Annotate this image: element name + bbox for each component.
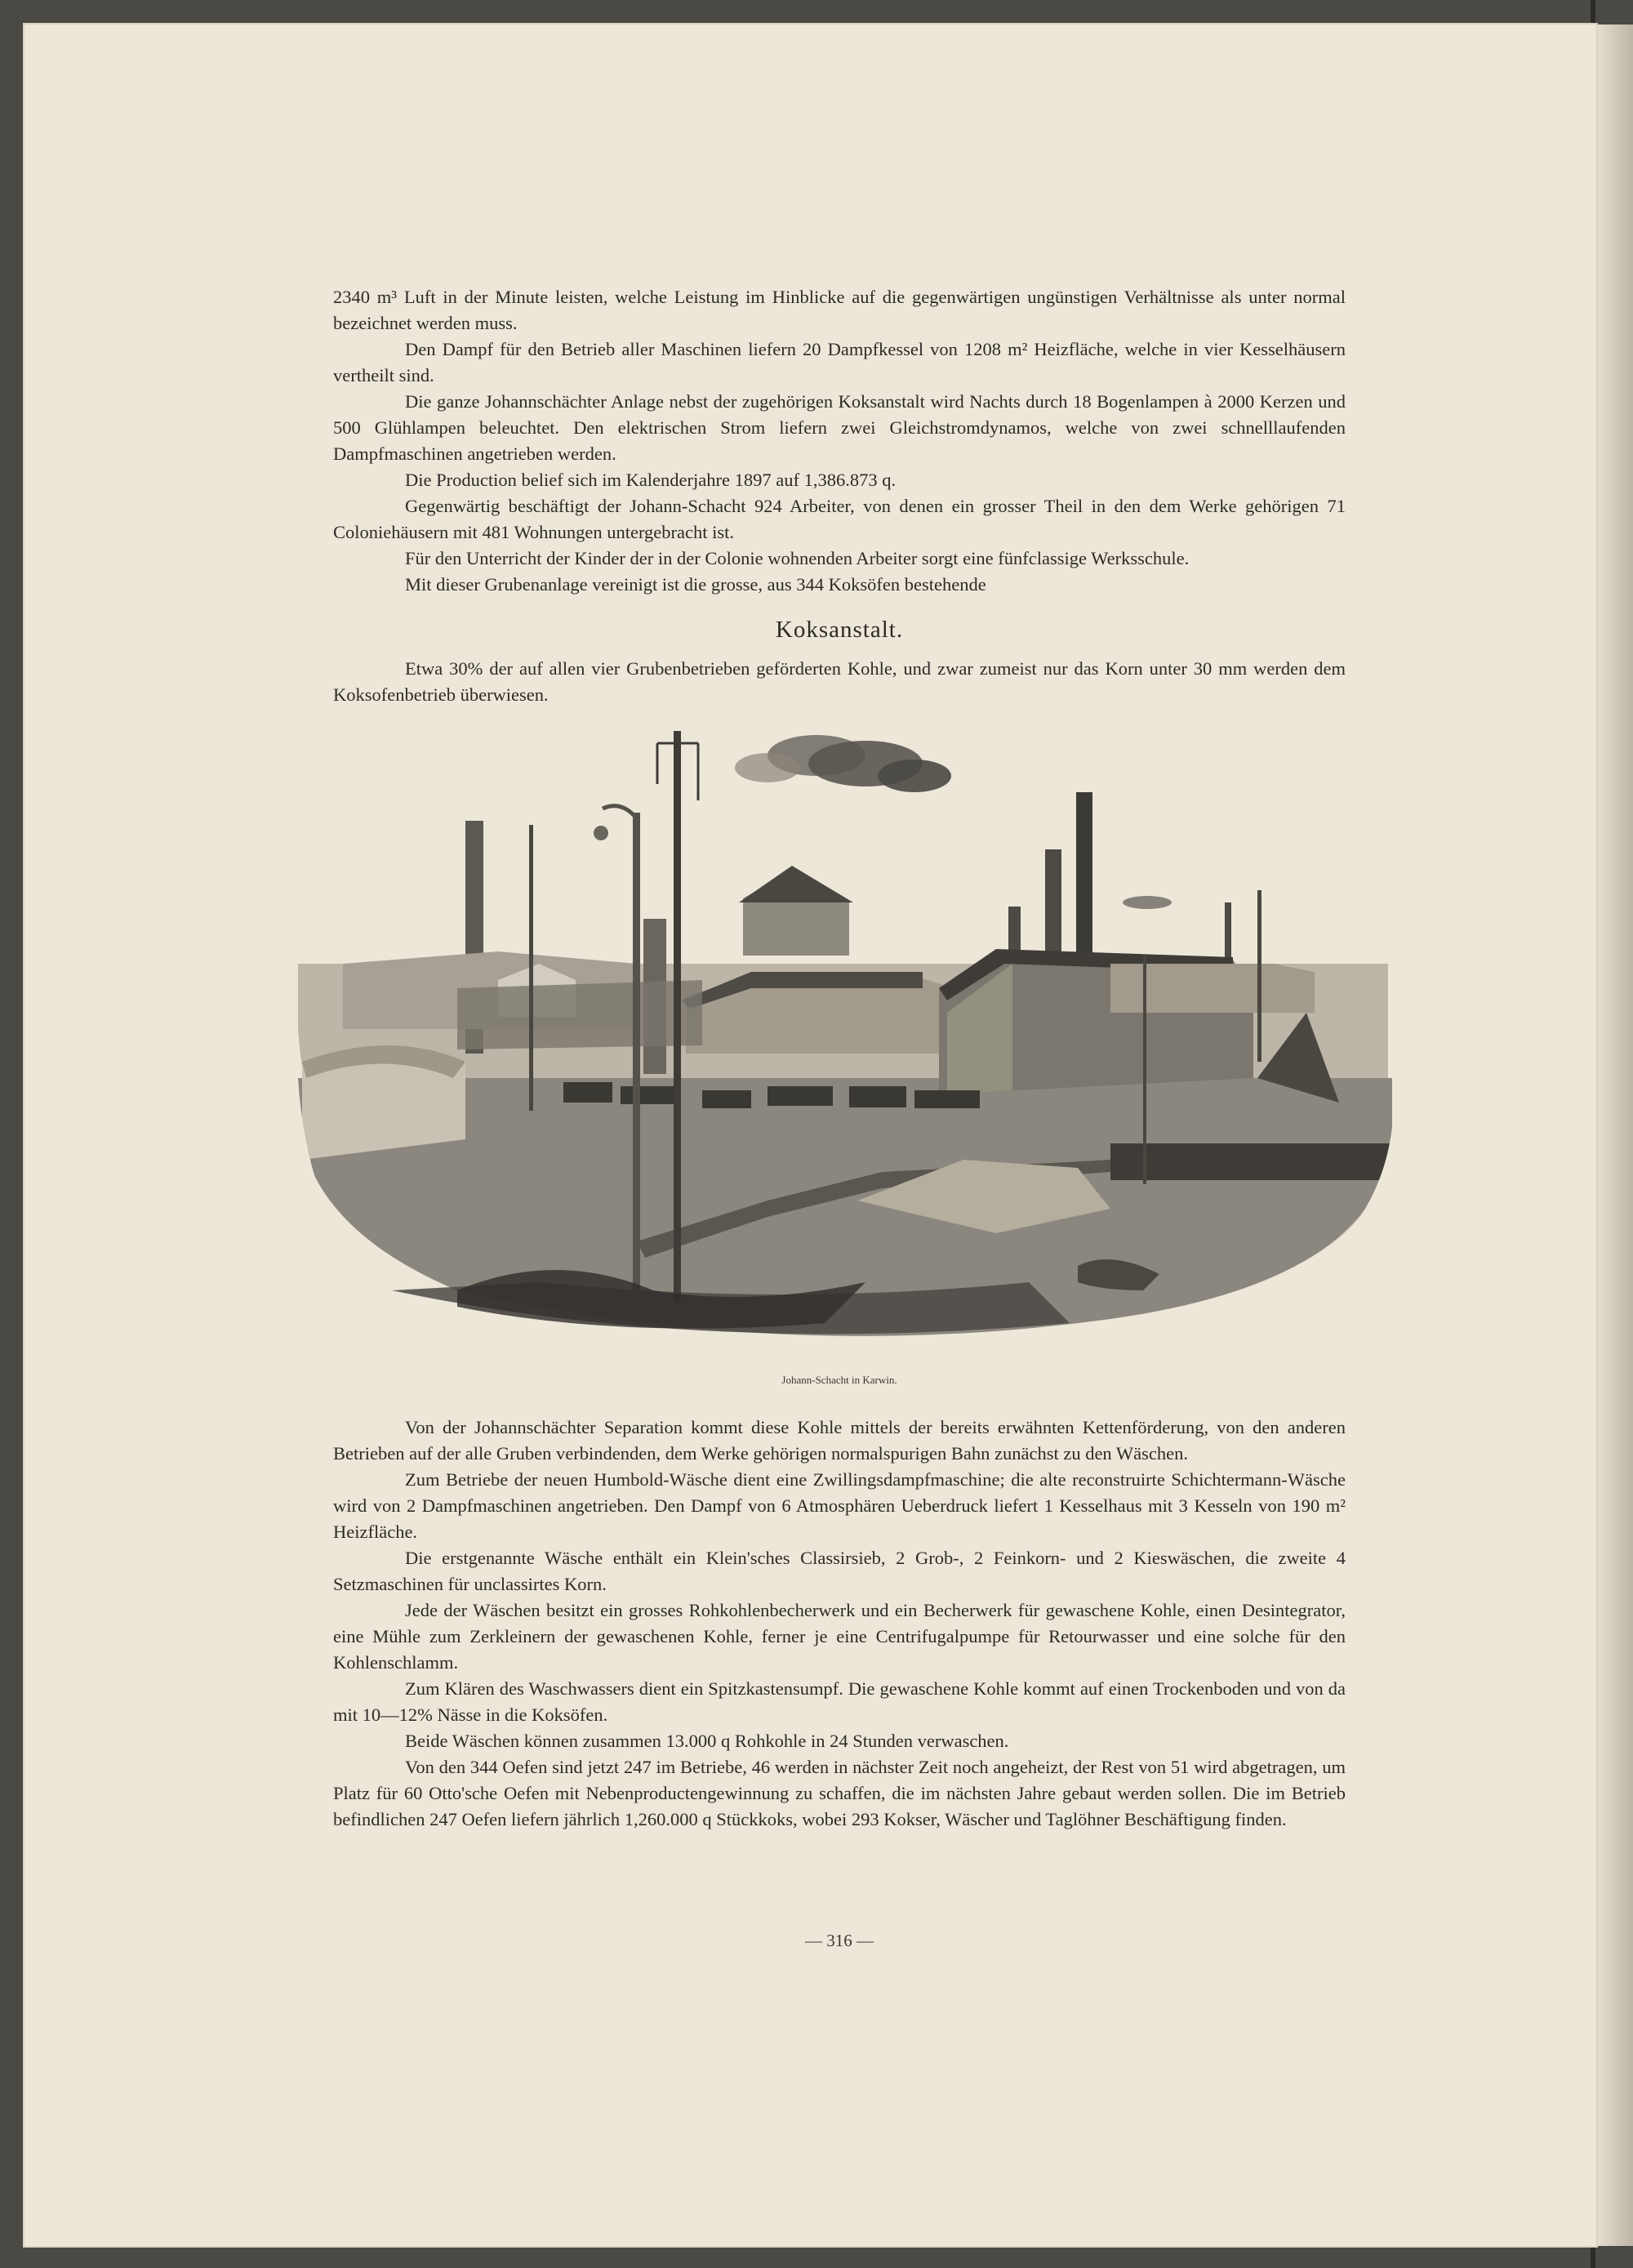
paragraph-7: Mit dieser Grubenanlage vereinigt ist die grosse, aus 344 Koksöfen bestehende — [405, 574, 986, 595]
paragraph-10: Zum Betriebe der neuen Humbold-Wäsche dient eine Zwillingsdampfmaschine; die alte reconstruirte Schichtermann-Wäsche wird von 2 Dampfmaschinen angetrieben. Den Dampf von 6 Atmosphären Ueberdruck liefert 1 Kesselhaus mit 3 Kesseln von 190 m² Heizfläche. — [333, 1469, 1346, 1542]
paragraph-11: Die erstgenannte Wäsche enthält ein Klein'sches Classirsieb, 2 Grob-, 2 Feinkorn- und 2 Kieswäschen, die zweite 4 Setzmaschinen für unclassirtes Korn. — [333, 1548, 1346, 1594]
top-text-block — [333, 284, 1346, 598]
paragraph-2: Den Dampf für den Betrieb aller Maschinen liefern 20 Dampfkessel von 1208 m² Heizfläche, welche in vier Kesselhäusern vertheilt sind. — [333, 339, 1346, 385]
paragraph-4: Die Production belief sich im Kalenderjahre 1897 auf 1,386.873 q. — [405, 470, 897, 490]
photo-caption: Johann-Schacht in Karwin. — [781, 1374, 897, 1386]
paragraph-9: Von der Johannschächter Separation kommt diese Kohle mittels der bereits erwähnten Kettenförderung, von den anderen Betrieben auf der alle Gruben verbindenden, dem Werke gehörigen normalspurigen Bahn zunächst zu den Wäschen. — [333, 1417, 1346, 1464]
bottom-text-block — [333, 1415, 1346, 1833]
mid-text-block — [333, 656, 1346, 708]
paragraph-13: Zum Klären des Waschwassers dient ein Spitzkastensumpf. Die gewaschene Kohle kommt auf einen Trockenboden und von da mit 10—12% Nässe in die Koksöfen. — [333, 1678, 1346, 1725]
paragraph-14: Beide Wäschen können zusammen 13.000 q Rohkohle in 24 Stunden verwaschen. — [405, 1731, 1009, 1751]
industrial-photo — [294, 719, 1396, 1356]
paragraph-1: 2340 m³ Luft in der Minute leisten, welche Leistung im Hinblicke auf die gegenwärtigen ungünstigen Verhältnisse als unter normal bezeichnet werden muss. — [333, 287, 1346, 333]
paragraph-3: Die ganze Johannschächter Anlage nebst der zugehörigen Koksanstalt wird Nachts durch 18 Bogenlampen à 2000 Kerzen und 500 Glühlampen beleuchtet. Den elektrischen Strom liefern zwei Gleichstromdynamos, welche von zwei schnelllaufenden Dampfmaschinen angetrieben werden. — [333, 391, 1346, 464]
paragraph-8: Etwa 30% der auf allen vier Grubenbetrieben geförderten Kohle, und zwar zumeist nur das Korn unter 30 mm werden dem Koksofenbetrieb überwiesen. — [333, 658, 1346, 705]
photo-lamp-post — [633, 813, 640, 1303]
paragraph-5: Gegenwärtig beschäftigt der Johann-Schacht 924 Arbeiter, von denen ein grosser Theil in den dem Werke gehörigen 71 Coloniehäusern mit 481 Wohnungen untergebracht ist. — [333, 496, 1346, 542]
paragraph-6: Für den Unterricht der Kinder der in der Colonie wohnenden Arbeiter sorgt eine fünfclassige Werksschule. — [405, 548, 1190, 568]
paragraph-15: Von den 344 Oefen sind jetzt 247 im Betriebe, 46 werden in nächster Zeit noch angeheizt, der Rest von 51 wird abgetragen, um Platz für 60 Otto'sche Oefen mit Nebenproductengewinnung zu schaffen, die im nächsten Jahre gebaut werden sollen. Die im Betrieb befindlichen 247 Oefen liefern jährlich 1,260.000 q Stückkoks, wobei 293 Kokser, Wäscher und Taglöhner Beschäftigung finden. — [333, 1757, 1346, 1829]
page-number: — 316 — — [805, 1931, 874, 1950]
photo-telegraph-pole — [674, 731, 681, 1303]
section-heading: Koksanstalt. — [775, 617, 904, 643]
photo-chimney — [1225, 902, 1231, 964]
paragraph-12: Jede der Wäschen besitzt ein grosses Rohkohlenbecherwerk und ein Becherwerk für gewaschene Kohle, einen Desintegrator, eine Mühle zum Zerkleinern der gewaschenen Kohle, ferner je eine Centrifugalpumpe für Retourwasser und eine solche für den Kohlenschlamm. — [333, 1600, 1346, 1673]
